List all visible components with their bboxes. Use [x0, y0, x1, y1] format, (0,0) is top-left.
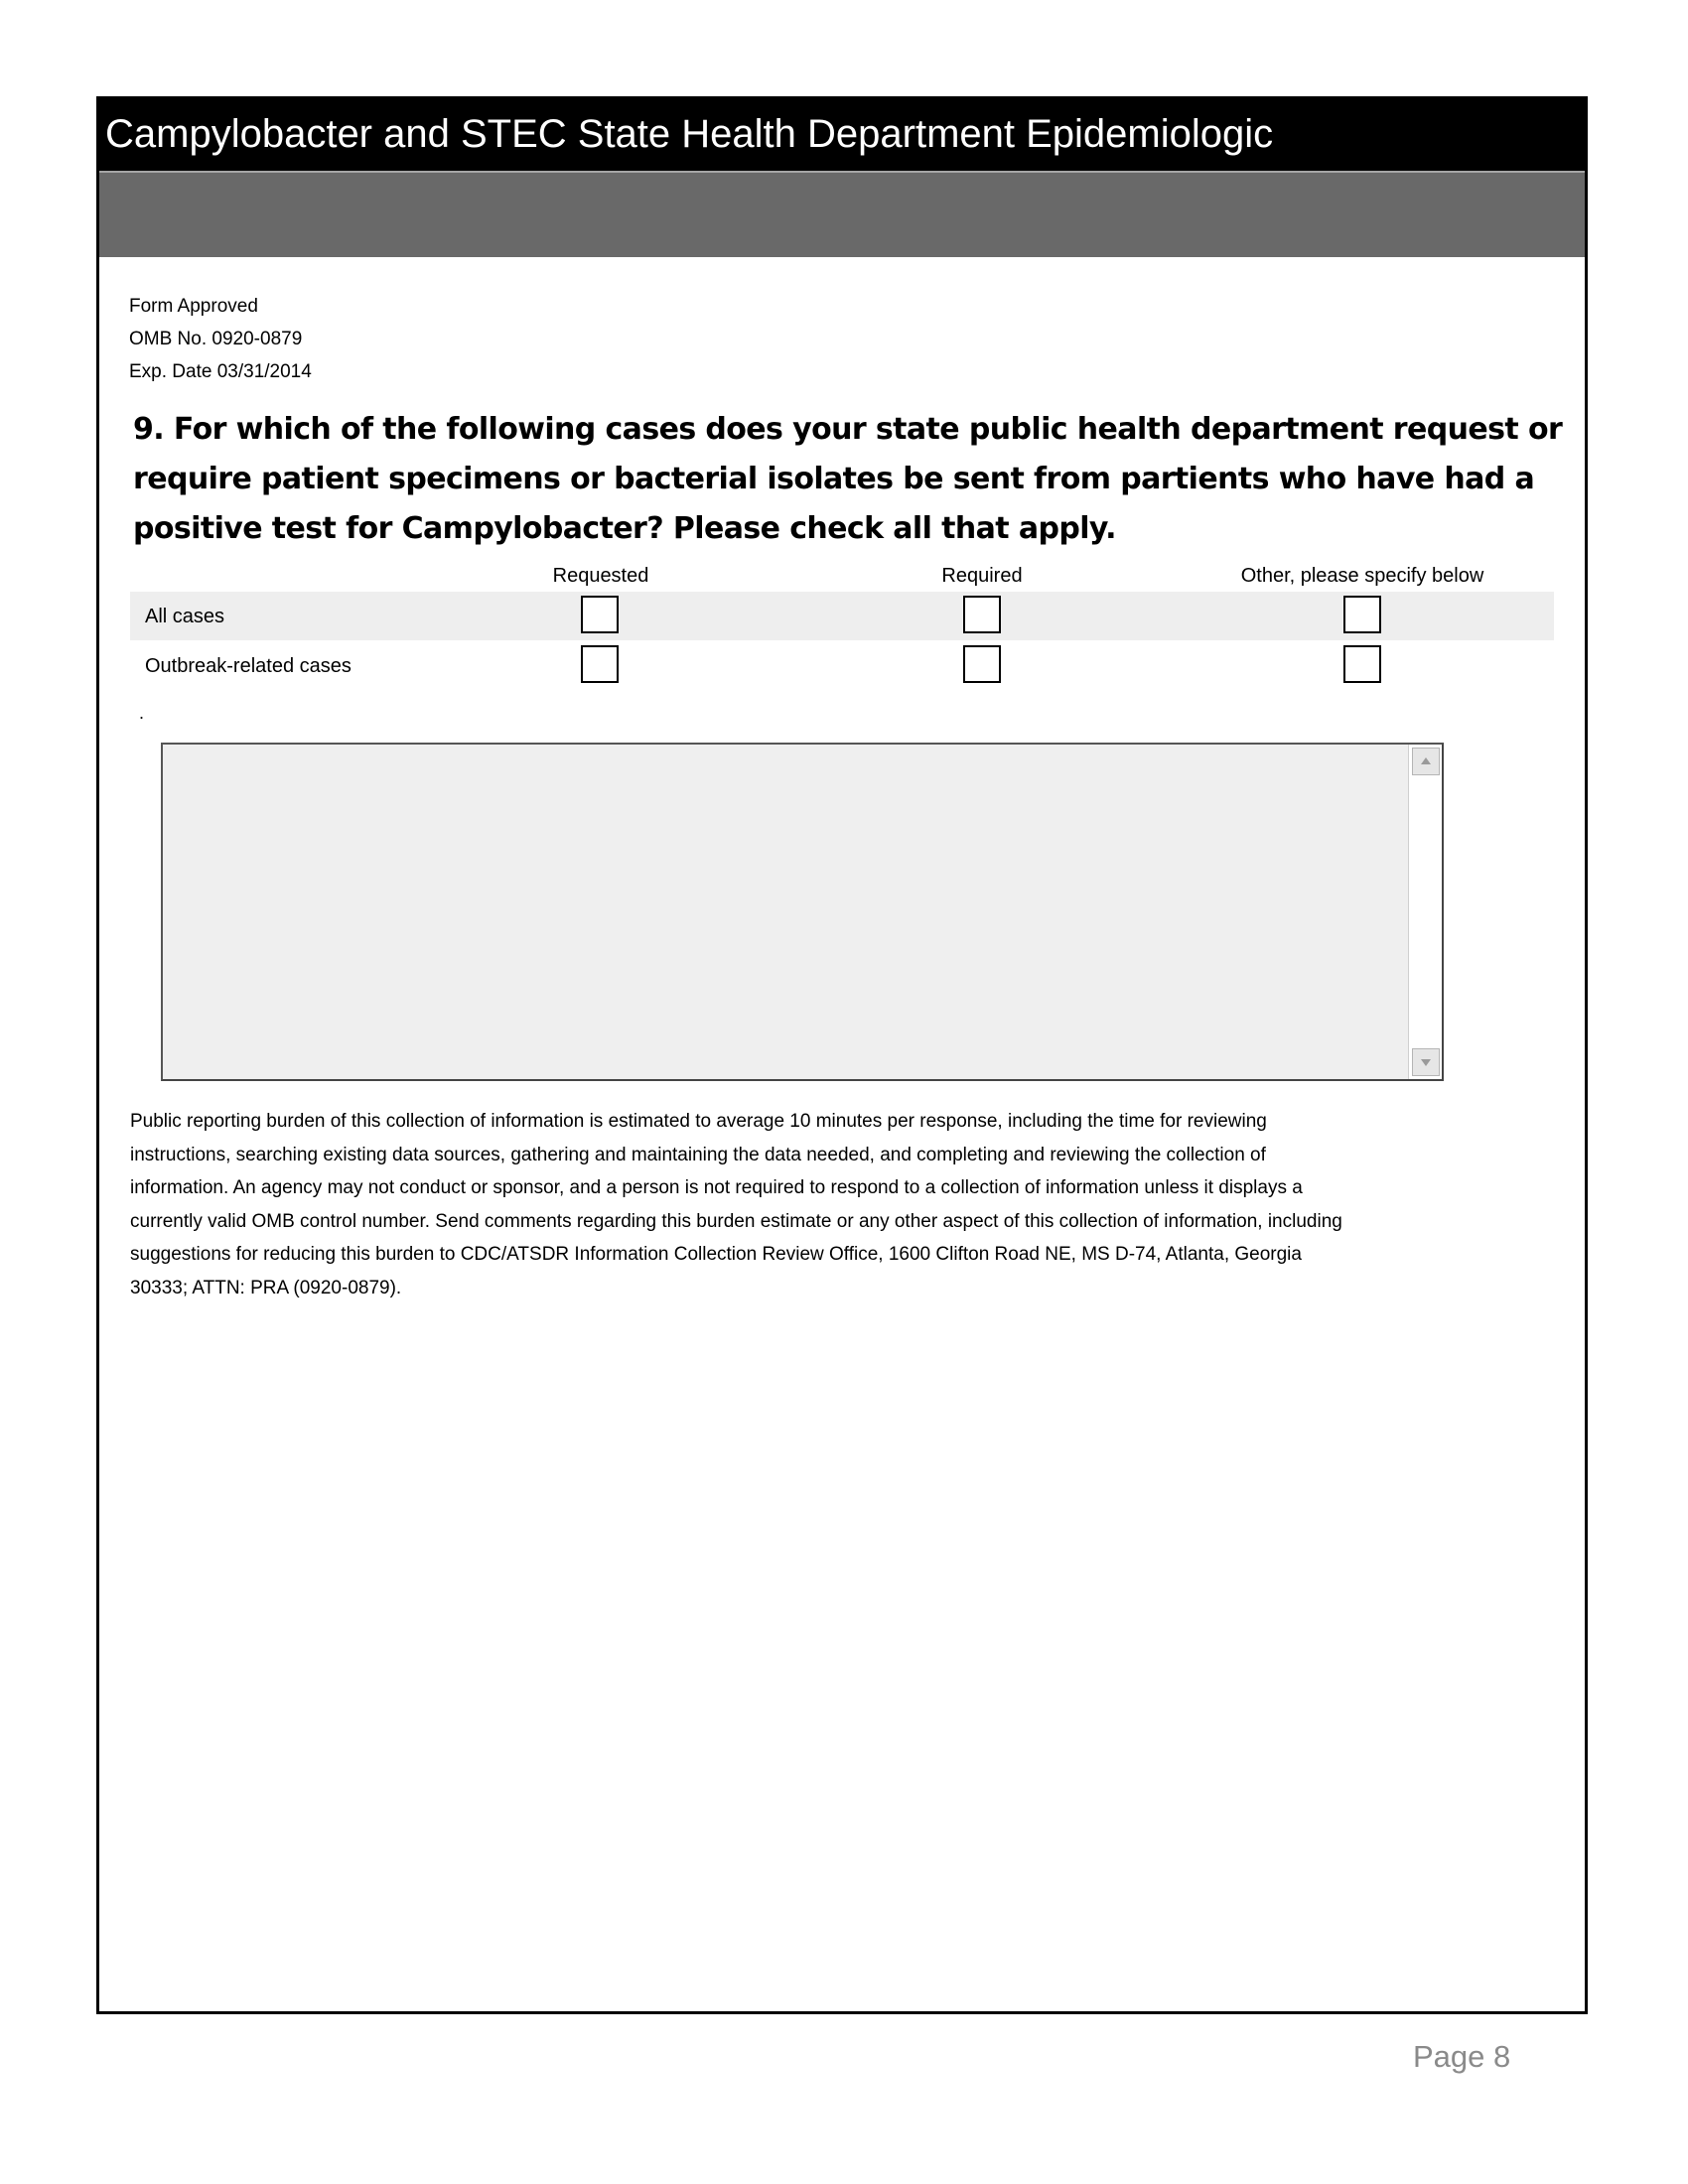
- page-number: Page 8: [1413, 2039, 1511, 2074]
- other-specify-textarea[interactable]: [163, 745, 1410, 1079]
- title-bar: [99, 99, 1585, 171]
- burden-line: 30333; ATTN: PRA (0920-0879).: [130, 1277, 402, 1298]
- arrow-up-icon: [1420, 756, 1432, 766]
- burden-line: suggestions for reducing this burden to CDC/ATSDR Information Collection Review Office, 1600 Clifton Road NE, MS D-74, Atlanta, Georgia: [130, 1244, 1302, 1265]
- expiration-date: Exp. Date 03/31/2014: [129, 361, 312, 382]
- page-title: Campylobacter and STEC State Health Department Epidemiologic: [105, 112, 1274, 156]
- column-header-other: Other, please specify below: [1240, 565, 1484, 587]
- outbreak-requested-checkbox[interactable]: [581, 645, 619, 683]
- form-approved-label: Form Approved: [129, 296, 258, 317]
- scroll-up-button[interactable]: [1412, 748, 1440, 775]
- burden-statement: [130, 1105, 1560, 1304]
- outbreak-other-checkbox[interactable]: [1343, 645, 1381, 683]
- textarea-scrollbar[interactable]: [1408, 745, 1442, 1079]
- all-cases-other-checkbox[interactable]: [1343, 596, 1381, 633]
- burden-line: Public reporting burden of this collection of information is estimated to average 10 minutes per response, including the time for reviewing: [130, 1111, 1267, 1132]
- omb-number: OMB No. 0920-0879: [129, 329, 303, 349]
- scroll-down-button[interactable]: [1412, 1048, 1440, 1076]
- burden-line: information. An agency may not conduct or sponsor, and a person is not required to respond to a collection of information unless it displays a: [130, 1177, 1303, 1198]
- header-band: [99, 171, 1585, 257]
- specify-marker: .: [139, 703, 145, 723]
- omb-approval-block: [129, 290, 312, 388]
- column-header-requested: Requested: [552, 565, 649, 587]
- column-header-required: Required: [941, 565, 1023, 587]
- arrow-down-icon: [1420, 1057, 1432, 1067]
- other-specify-textarea-container: [161, 743, 1444, 1081]
- row-label-all-cases: All cases: [145, 606, 225, 627]
- question-text: 9. For which of the following cases does your state public health department request or require patient specimens or bacterial isolates be sent from partients who have had a positive test for Campylobacter? Please check all that apply.: [133, 412, 1563, 546]
- table-row-all-cases: [130, 592, 1554, 640]
- outbreak-required-checkbox[interactable]: [963, 645, 1001, 683]
- burden-line: instructions, searching existing data sources, gathering and maintaining the data needed, and completing and reviewing the collection of: [130, 1144, 1266, 1165]
- burden-line: currently valid OMB control number. Send comments regarding this burden estimate or any other aspect of this collection of information, including: [130, 1210, 1342, 1232]
- all-cases-required-checkbox[interactable]: [963, 596, 1001, 633]
- all-cases-requested-checkbox[interactable]: [581, 596, 619, 633]
- row-label-outbreak-related: Outbreak-related cases: [145, 655, 352, 677]
